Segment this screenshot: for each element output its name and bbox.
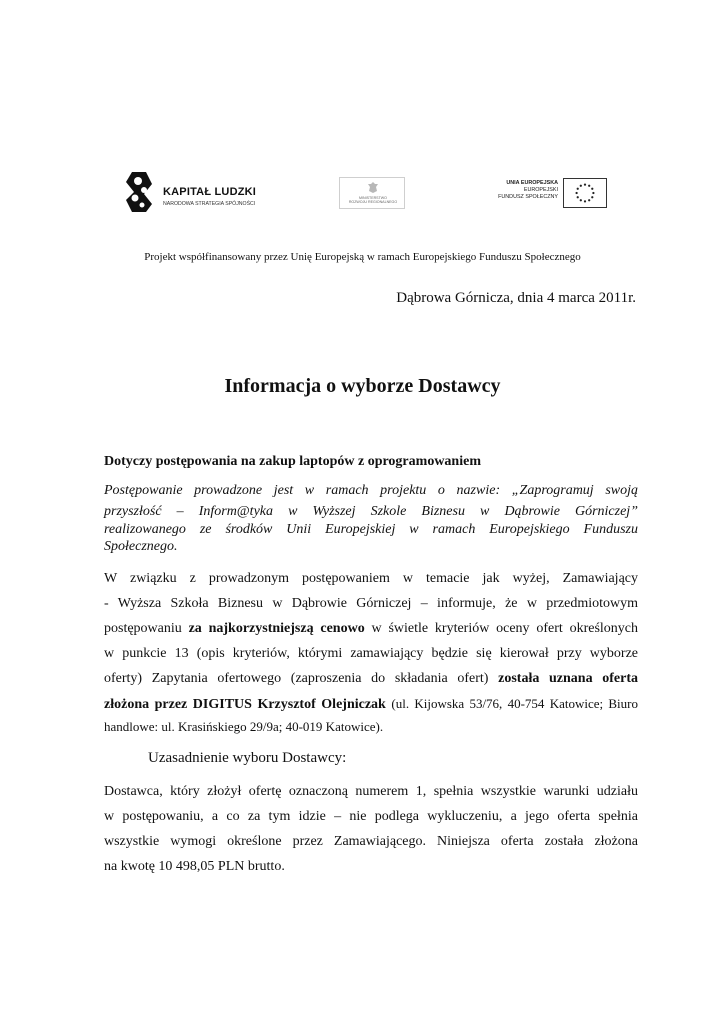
eagle-emblem-icon [367, 181, 379, 194]
decision-emphasis: za najkorzystniejszą cenowo [188, 621, 365, 636]
subject-line: Dotyczy postępowania na zakup laptopów z oprogramowaniem [104, 454, 481, 469]
decision-emphasis: została uznana oferta [498, 671, 638, 686]
justification-line: w postępowaniu, a co za tym idzie – nie podlega wykluczeniu, a jego oferta spełnia [104, 809, 638, 824]
decision-text: oferty) Zapytania ofertowego (zaproszenia do składania ofert) [104, 671, 489, 686]
decision-text: postępowaniu [104, 621, 182, 636]
decision-line: W związku z prowadzonym postępowaniem w temacie jak wyżej, Zamawiający [104, 571, 638, 586]
project-line: realizowanego ze środków Unii Europejskiej w ramach Europejskiego Funduszu [104, 522, 638, 537]
ministry-logo [339, 177, 405, 209]
ministry-text [343, 196, 403, 205]
cofinancing-note: Projekt współfinansowany przez Unię Europejską w ramach Europejskiego Funduszu Społecznego [144, 251, 581, 263]
justification-line: Dostawca, który złożył ofertę oznaczoną numerem 1, spełnia wszystkie warunki udziału [104, 784, 638, 799]
eu-line3: FUNDUSZ SPOŁECZNY [498, 194, 558, 200]
kapital-ludzki-logo [122, 170, 272, 214]
decision-line [104, 671, 638, 687]
document-title: Informacja o wyborze Dostawcy [224, 375, 501, 397]
decision-line [104, 621, 638, 637]
project-line: Społecznego. [104, 539, 178, 554]
decision-text: w świetle kryteriów oceny ofert określonych [371, 621, 639, 636]
kapital-ludzki-mark-icon [122, 170, 156, 214]
eu-line1: UNIA EUROPEJSKA [506, 180, 558, 186]
eu-flag-icon [563, 178, 607, 208]
eu-logo [490, 178, 608, 208]
eu-text [490, 180, 558, 201]
justification-heading: Uzasadnienie wyboru Dostawcy: [148, 750, 347, 766]
decision-line: - Wyższa Szkoła Biznesu w Dąbrowie Górniczej – informuje, że w przedmiotowym [104, 596, 638, 611]
eu-line2: EUROPEJSKI [523, 187, 558, 193]
justification-line: na kwotę 10 498,05 PLN brutto. [104, 859, 285, 874]
decision-line: w punkcie 13 (opis kryteriów, którymi zamawiający będzie się kierował przy wyborze [104, 646, 638, 661]
kapital-ludzki-subtitle: NARODOWA STRATEGIA SPÓJNOŚCI [163, 201, 256, 207]
kapital-ludzki-title: KAPITAŁ LUDZKI [163, 186, 257, 198]
winner-address: (ul. Kijowska 53/76, 40-754 Katowice; Biuro [391, 696, 639, 711]
ministry-line2: ROZWOJU REGIONALNEGO [348, 200, 398, 205]
justification-line: wszystkie wymogi określone przez Zamawiającego. Niniejsza oferta została złożona [104, 834, 638, 849]
place-date: Dąbrowa Górnicza, dnia 4 marca 2011r. [396, 290, 636, 306]
decision-line: handlowe: ul. Krasińskiego 29/9a; 40-019 Katowice). [104, 719, 384, 734]
project-line: Postępowanie prowadzone jest w ramach projektu o nazwie: „Zaprogramuj swoją [104, 483, 638, 498]
winner-name: złożona przez DIGITUS Krzysztof Olejniczak [104, 697, 386, 712]
decision-line [104, 696, 638, 713]
logo-bar [0, 168, 725, 218]
project-line: przyszłość – Inform@tyka w Wyższej Szkole Biznesu w Dąbrowie Górniczej” [104, 504, 638, 519]
ministry-line1: MINISTERSTWO [359, 196, 387, 200]
